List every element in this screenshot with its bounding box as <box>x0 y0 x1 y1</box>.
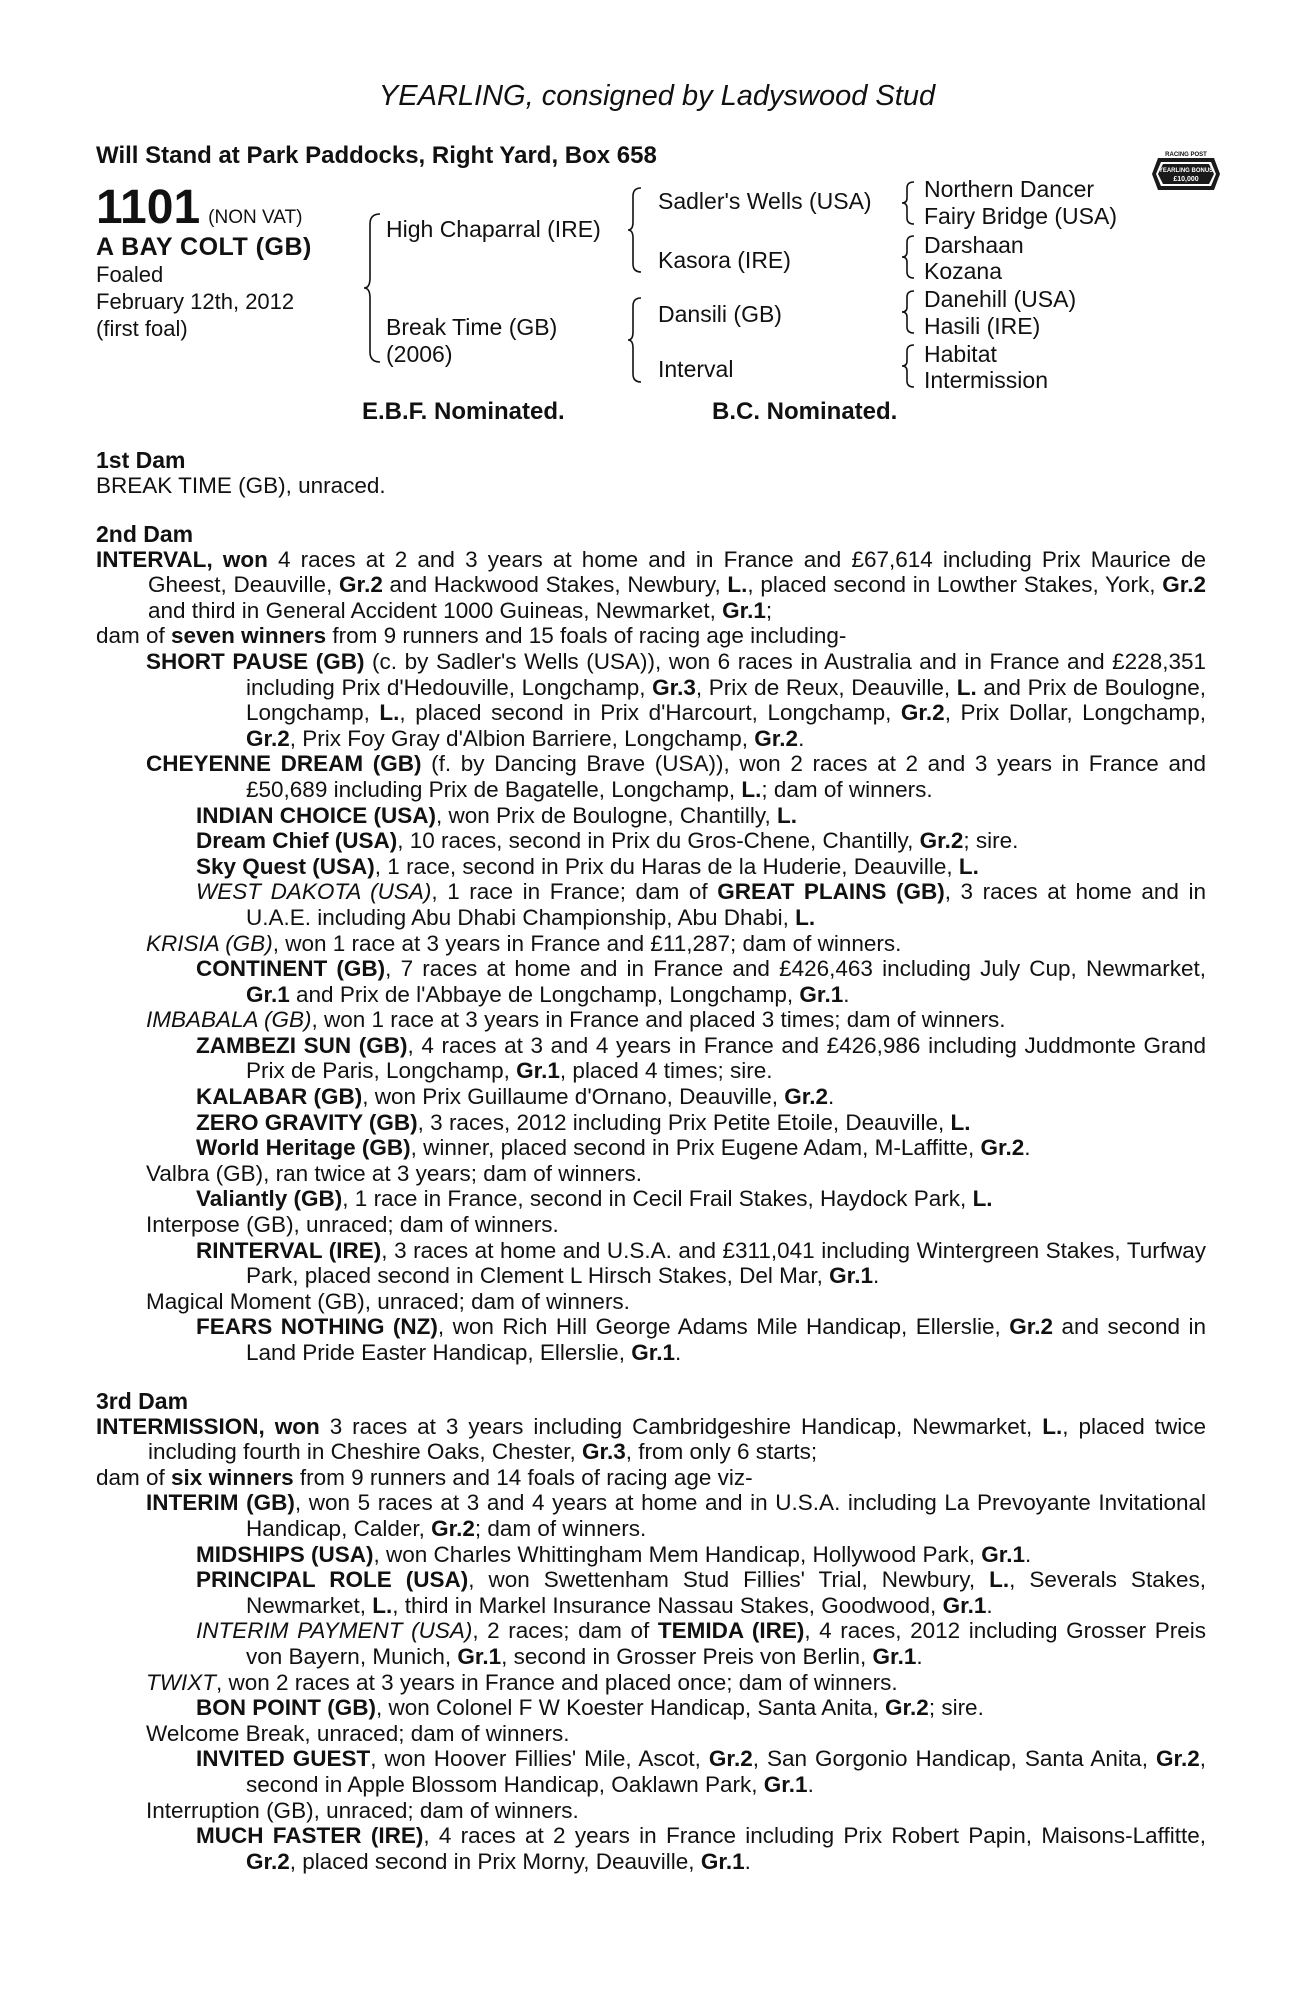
list-item: Sky Quest (USA), 1 race, second in Prix du Haras de la Huderie, Deauville, L. <box>196 853 979 879</box>
badge-top-text: RACING POST <box>1165 152 1207 158</box>
list-item: PRINCIPAL ROLE (USA), won Swettenham Stud Fillies' Trial, Newbury, L., Severals Stakes, Newmarket, L., third in Markel Insurance Nassau Stakes, Goodwood, Gr.1. <box>196 1567 1206 1618</box>
lot-description: A BAY COLT (GB) <box>96 233 312 261</box>
lot-block <box>96 182 356 342</box>
list-item: ZERO GRAVITY (GB), 3 races, 2012 including Prix Petite Etoile, Deauville, L. <box>196 1109 971 1135</box>
list-item: KRISIA (GB), won 1 race at 3 years in France and £11,287; dam of winners. <box>146 930 902 956</box>
dam-sire-dam: Hasili (IRE) <box>924 313 1041 339</box>
list-item: INTERIM (GB), won 5 races at 3 and 4 years at home and in U.S.A. including La Prevoyante Invitational Handicap, Calder, Gr.2; dam of winners. <box>146 1490 1206 1541</box>
dam-dam-sire: Habitat <box>924 341 997 367</box>
list-item: INTERIM PAYMENT (USA), 2 races; dam of TEMIDA (IRE), 4 races, 2012 including Grosser Preis von Bayern, Munich, Gr.1, second in Grosser Preis von Berlin, Gr.1. <box>196 1618 1207 1669</box>
list-item: BON POINT (GB), won Colonel F W Koester Handicap, Santa Anita, Gr.2; sire. <box>196 1695 984 1721</box>
foal-note: (first foal) <box>96 316 188 341</box>
sire-dam-sire: Darshaan <box>924 232 1024 258</box>
ebf-nomination: E.B.F. Nominated. <box>362 398 565 425</box>
list-item: Valiantly (GB), 1 race in France, second in Cecil Frail Stakes, Haydock Park, L. <box>196 1186 993 1212</box>
list-item: Welcome Break, unraced; dam of winners. <box>146 1720 570 1746</box>
list-item: Interpose (GB), unraced; dam of winners. <box>146 1212 559 1238</box>
third-dam-record: INTERMISSION, won 3 races at 3 years including Cambridgeshire Handicap, Newmarket, L., placed twice including fourth in Cheshire Oaks, Chester, Gr.3, from only 6 starts; <box>96 1413 1206 1465</box>
third-dam-section <box>96 1388 1206 1875</box>
second-dam-heading: 2nd Dam <box>96 520 194 547</box>
list-item: INDIAN CHOICE (USA), won Prix de Boulogne, Chantilly, L. <box>196 802 798 828</box>
list-item: FEARS NOTHING (NZ), won Rich Hill George Adams Mile Handicap, Ellerslie, Gr.2 and second in Land Pride Easter Handicap, Ellerslie, Gr.1. <box>196 1314 1206 1365</box>
list-item: INVITED GUEST, won Hoover Fillies' Mile, Ascot, Gr.2, San Gorgonio Handicap, Santa Anita, Gr.2, second in Apple Blossom Handicap, Oaklawn Park, Gr.1. <box>196 1746 1206 1797</box>
dam-year: (2006) <box>386 341 453 367</box>
list-item: IMBABALA (GB), won 1 race at 3 years in France and placed 3 times; dam of winners. <box>146 1007 1006 1033</box>
first-dam-section <box>96 447 1206 499</box>
second-dam-record: INTERVAL, won 4 races at 2 and 3 years at home and in France and £67,614 including Prix Maurice de Gheest, Deauville, Gr.2 and Hackwood Stakes, Newbury, L., placed second in Lowther Stakes, York, Gr.2 and third in General Accident 1000 Guineas, Newmarket, Gr.1; <box>96 546 1206 623</box>
sire-sire: Sadler's Wells (USA) <box>658 188 872 214</box>
list-item: TWIXT, won 2 races at 3 years in France and placed once; dam of winners. <box>146 1669 898 1695</box>
foaled-label: Foaled <box>96 262 164 287</box>
list-item: Magical Moment (GB), unraced; dam of winners. <box>146 1288 630 1314</box>
dam-sire: Dansili (GB) <box>658 301 782 327</box>
pedigree-brace-sire <box>626 186 644 274</box>
pedigree-brace-ds <box>900 289 916 335</box>
list-item: CONTINENT (GB), 7 races at home and in France and £426,463 including July Cup, Newmarket, Gr.1 and Prix de l'Abbaye de Longchamp, Longchamp, Gr.1. <box>196 956 1206 1007</box>
list-item: Dream Chief (USA), 10 races, second in Prix du Gros-Chene, Chantilly, Gr.2; sire. <box>196 828 1019 854</box>
badge-amount-text: £10,000 <box>1173 176 1199 183</box>
list-item: RINTERVAL (IRE), 3 races at home and U.S.A. and £311,041 including Wintergreen Stakes, Turfway Park, placed second in Clement L Hirsch Stakes, Del Mar, Gr.1. <box>196 1237 1206 1289</box>
sire-name: High Chaparral (IRE) <box>386 216 601 242</box>
dam-dam: Interval <box>658 356 734 382</box>
pedigree-brace-dd <box>900 343 916 389</box>
dam-dam-dam: Intermission <box>924 367 1048 393</box>
list-item: WEST DAKOTA (USA), 1 race in France; dam of GREAT PLAINS (GB), 3 races at home and in U.A.E. including Abu Dhabi Championship, Abu Dhabi, L. <box>196 879 1206 930</box>
dam-sections <box>96 447 1206 1874</box>
list-item: SHORT PAUSE (GB) (c. by Sadler's Wells (USA)), won 6 races in Australia and in France and £228,351 including Prix d'Hedouville, Longchamp, Gr.3, Prix de Reux, Deauville, L. and Prix de Boulogne, Longchamp, L., placed second in Prix d'Harcourt, Longchamp, Gr.2, Prix Dollar, Longchamp, Gr.2, Prix Foy Gray d'Albion Barriere, Longchamp, Gr.2. <box>146 648 1207 751</box>
page-title: YEARLING, consigned by Ladyswood Stud <box>378 80 936 112</box>
second-dam-section <box>96 521 1206 1366</box>
list-item: Interruption (GB), unraced; dam of winners. <box>146 1797 579 1823</box>
bc-nomination: B.C. Nominated. <box>712 398 898 425</box>
pedigree-brace-sd <box>900 234 916 280</box>
pedigree-brace-main <box>362 212 384 364</box>
yearling-bonus-badge-icon <box>1148 148 1224 200</box>
foaled-date: February 12th, 2012 <box>96 289 295 314</box>
first-dam-text: BREAK TIME (GB), unraced. <box>96 473 386 498</box>
stand-location: Will Stand at Park Paddocks, Right Yard, Box 658 <box>96 142 657 169</box>
list-item: ZAMBEZI SUN (GB), 4 races at 3 and 4 years in France and £426,986 including Juddmonte Grand Prix de Paris, Longchamp, Gr.1, placed 4 times; sire. <box>196 1032 1206 1084</box>
list-item: World Heritage (GB), winner, placed second in Prix Eugene Adam, M-Laffitte, Gr.2. <box>196 1135 1031 1161</box>
pedigree-brace-dam <box>626 296 644 384</box>
third-dam-produce-summary: dam of six winners from 9 runners and 14 foals of racing age viz- <box>96 1464 753 1490</box>
list-item: KALABAR (GB), won Prix Guillaume d'Ornano, Deauville, Gr.2. <box>196 1084 835 1110</box>
first-dam-heading: 1st Dam <box>96 447 186 473</box>
sire-dam-dam: Kozana <box>924 258 1003 284</box>
vat-status: (NON VAT) <box>208 207 303 228</box>
second-dam-produce-summary: dam of seven winners from 9 runners and 15 foals of racing age including- <box>96 623 847 649</box>
third-dam-heading: 3rd Dam <box>96 1387 189 1414</box>
list-item: CHEYENNE DREAM (GB) (f. by Dancing Brave (USA)), won 2 races at 2 and 3 years in France and £50,689 including Prix de Bagatelle, Longchamp, L.; dam of winners. <box>146 751 1206 802</box>
sire-sire-sire: Northern Dancer <box>924 176 1095 202</box>
list-item: Valbra (GB), ran twice at 3 years; dam of winners. <box>146 1160 643 1186</box>
list-item: MIDSHIPS (USA), won Charles Whittingham Mem Handicap, Hollywood Park, Gr.1. <box>196 1541 1032 1567</box>
dam-name: Break Time (GB) <box>386 314 558 340</box>
dam-sire-sire: Danehill (USA) <box>924 286 1077 312</box>
sire-sire-dam: Fairy Bridge (USA) <box>924 203 1117 229</box>
sire-dam: Kasora (IRE) <box>658 247 791 273</box>
pedigree-brace-ss <box>900 180 916 226</box>
list-item: MUCH FASTER (IRE), 4 races at 2 years in France including Prix Robert Papin, Maisons-Laffitte, Gr.2, placed second in Prix Morny, Deauville, Gr.1. <box>196 1823 1206 1874</box>
lot-number: 1101 <box>96 181 201 234</box>
badge-mid-text: YEARLING BONUS <box>1158 168 1214 174</box>
